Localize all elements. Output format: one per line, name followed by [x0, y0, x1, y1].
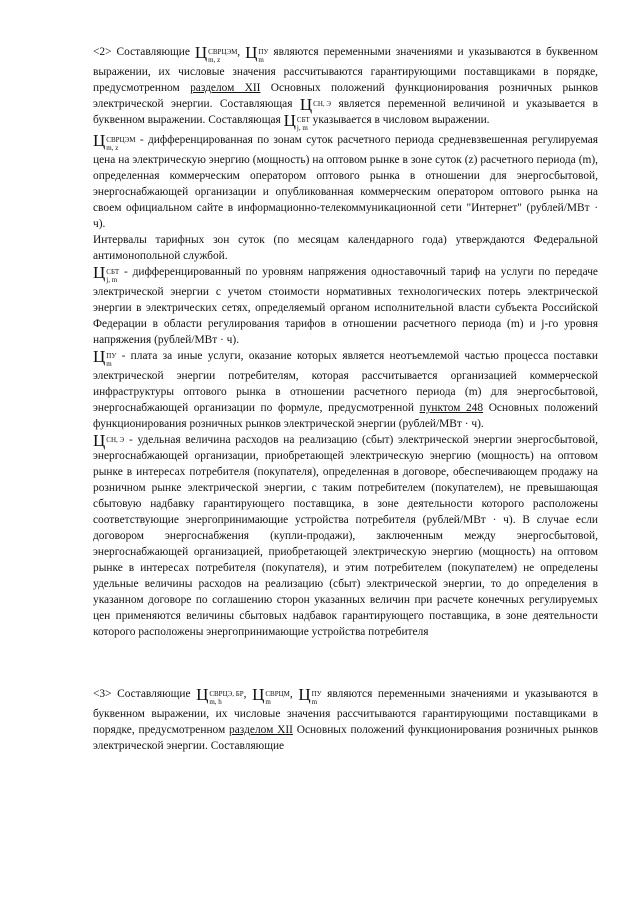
note-2-text: являются переменными значениями и указываются в буквенном выражении, их числовые значения рассчитываются гарантирующими поставщиками в порядке, предусмотренном [93, 46, 598, 94]
note-3-text: Основных положений функционирования розничных рынков электрической энергии. Составляющие [93, 724, 598, 752]
definition-text: - дифференцированная по зонам суток расчетного периода средневзвешенная регулируемая цена на электрическую энергию (мощность) на оптовом рынке в зоне суток (z) расчетного периода (m), определенная коммерческим оператором оптового рынка в отношении для энергосбытовой, энергоснабжающей организации и опубликованная коммерческим оператором оптового рынка на своем официальном сайте в информационно-телекоммуникационной сети "Интернет" (рублей/МВт · ч). [93, 134, 598, 230]
section-xii-link[interactable]: разделом XII [190, 82, 261, 94]
note-2-text: Основных положений функционирования розничных рынков электрической энергии. Составляющая [93, 82, 598, 110]
symbol-base: Ц [93, 347, 106, 366]
symbol-base: Ц [245, 43, 258, 62]
formula-symbol [93, 263, 120, 284]
note-2-paragraph [93, 44, 598, 132]
symbol-sup: СВРЦЭМ [106, 136, 136, 144]
definition-text: - удельная величина расходов на реализацию (сбыт) электрической энергии энергосбытовой, энергоснабжающей организации, приобретающей электрическую энергию (мощность) на оптовом рынке в интересах потребителя (покупателя), определенная в договоре, обеспечивающем продажу на розничном рынке электрической энергии, с таким потребителем (покупателем), не превышающая сбытовую надбавку гарантирующего поставщика, в зоне деятельности которого расположены соответствующие энергопринимающие устройства потребителя (рублей/МВт · ч). В случае если договором энергоснабжения (купли-продажи), заключенным между энергосбытовой, энергоснабжающей организацией, приобретающей электрическую энергию (мощность) на оптовом рынке в интересах потребителя (покупателя), и этим потребителем (покупателем) не определены удельные величины расходов на реализацию (сбыт) электрической энергии, то до определения в указанном договоре по соглашению сторон указанных величин при расчете конечных регулируемых цен применяются величины сбытовых надбавок гарантирующего поставщика, в зоне деятельности которого расположены энергопринимающие устройства потребителя [93, 434, 598, 638]
formula-symbol [283, 111, 310, 132]
formula-symbol [245, 43, 269, 64]
symbol-sup: СБТ [106, 268, 120, 276]
symbol-sub: m, h [209, 698, 222, 706]
symbol-sub: m [311, 698, 318, 706]
symbol-sup: СВРЦЭ, БР [209, 690, 244, 698]
symbol-base: Ц [298, 685, 311, 704]
note-2-text: указывается в числовом выражении. [312, 114, 490, 126]
symbol-sub: m [106, 360, 112, 368]
symbol-sup: ПУ [106, 352, 117, 360]
definition-paragraph [93, 432, 598, 640]
note-2-lead: Составляющие [116, 46, 190, 58]
comma: , [289, 688, 293, 700]
point-248-link[interactable]: пунктом 248 [419, 402, 484, 414]
formula-symbol [93, 131, 136, 152]
symbol-sub: j, m [296, 124, 308, 132]
symbol-sup: ПУ [311, 690, 322, 698]
note-3-text: являются переменными значениями и указываются в буквенном выражении, их числовые значения рассчитываются гарантирующими поставщиками в порядке, предусмотренном [93, 688, 598, 736]
formula-symbol [93, 431, 125, 450]
symbol-sup: СБТ [296, 116, 310, 124]
definition-text: - дифференцированный по уровням напряжения одноставочный тариф на услуги по передаче электрической энергии с учетом стоимости нормативных технологических потерь электрической энергии в электрических сетях, определяемый органом исполнительной власти субъекта Российской Федерации в области регулирования тарифов в отношении расчетного периода (m) и j-го уровня напряжения (рублей/МВт · ч). [93, 266, 598, 346]
section-xii-link[interactable]: разделом XII [229, 724, 293, 736]
symbol-sup: СН, Э [313, 100, 332, 108]
formula-symbol [298, 685, 322, 706]
spacer [93, 640, 598, 686]
symbol-base: Ц [283, 111, 296, 130]
symbol-base: Ц [93, 263, 106, 282]
formula-symbol [196, 685, 244, 706]
note-3-lead: Составляющие [117, 688, 191, 700]
note-3-paragraph [93, 686, 598, 754]
note-2-marker: <2> [93, 46, 112, 58]
symbol-base: Ц [252, 685, 265, 704]
definition-paragraph [93, 132, 598, 232]
symbol-sub: m [258, 56, 264, 64]
symbol-base: Ц [93, 131, 106, 150]
formula-symbol [299, 95, 332, 114]
tariff-zones-note: Интервалы тарифных зон суток (по месяцам календарного года) утверждаются Федеральной антимонопольной службой. [93, 234, 598, 262]
document-body [93, 44, 598, 754]
symbol-sup: ПУ [258, 48, 269, 56]
symbol-sup: СН, Э [106, 436, 125, 444]
symbol-sub: m [265, 698, 271, 706]
symbol-sup: СВРЦЭМ [208, 48, 238, 56]
comma: , [237, 46, 241, 58]
formula-symbol [93, 347, 117, 368]
definition-paragraph [93, 348, 598, 432]
symbol-sup: СВРЦМ [265, 690, 290, 698]
symbol-base: Ц [194, 43, 208, 62]
note-3-marker: <3> [93, 688, 112, 700]
symbol-base: Ц [196, 685, 209, 704]
symbol-sub: m, z [106, 144, 119, 152]
symbol-sub: m, z [208, 56, 221, 64]
definition-text: Основных положений функционирования розничных рынков электрической энергии (рублей/МВт · ч). [93, 402, 598, 430]
formula-symbol [252, 685, 290, 706]
comma: , [243, 688, 247, 700]
definition-text: - плата за иные услуги, оказание которых является неотъемлемой частью процесса поставки электрической энергии потребителям, которая рассчитывается организацией коммерческой инфраструктуры оптового рынка в отношении расчетного периода (m) для энергосбытовой, энергоснабжающей организации по формуле, предусмотренной [93, 350, 598, 414]
symbol-base: Ц [93, 431, 106, 450]
symbol-base: Ц [299, 95, 313, 114]
formula-symbol [194, 43, 238, 64]
definition-paragraph [93, 264, 598, 348]
symbol-sub: j, m [106, 276, 118, 284]
note-2-text: является переменной величиной и указывается в буквенном выражении. Составляющая [93, 98, 598, 126]
